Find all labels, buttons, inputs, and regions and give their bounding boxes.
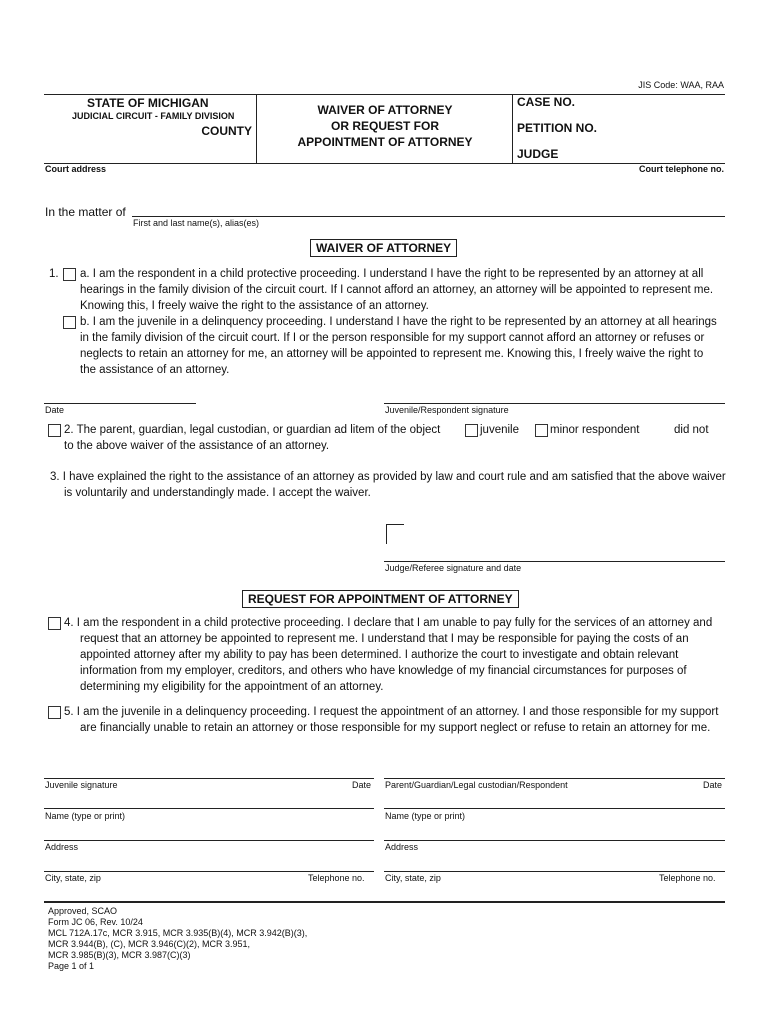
- item1-number: 1.: [49, 268, 59, 280]
- case-no-label: CASE NO.: [517, 95, 576, 109]
- parent-address-label: Address: [385, 842, 419, 852]
- header-divider-1: [256, 94, 257, 163]
- item1b-text: b. I am the juvenile in a delinquency proceeding. I understand I have the right to be represented by an attorney at all hearings in the family division of the circuit court. If I or the person responsible for my support cannot afford an attorney or refuses or neglects to retain an attorney for me, an attorney will be appointed to represent me. Knowing this, I freely waive the right to the assistance of an attorney.: [80, 316, 717, 376]
- header-divider-2: [512, 94, 513, 163]
- form-title: [258, 102, 512, 150]
- footer-rule: [44, 901, 725, 903]
- matter-name-field[interactable]: [132, 216, 725, 217]
- juvenile-name-label: Name (type or print): [45, 811, 126, 821]
- item2-juvenile-checkbox[interactable]: [465, 424, 478, 437]
- item2-didnot-label: did not: [674, 424, 709, 436]
- juvenile-city-label: City, state, zip: [45, 873, 101, 883]
- request-heading: REQUEST FOR APPOINTMENT OF ATTORNEY: [242, 590, 519, 608]
- item4-checkbox[interactable]: [48, 617, 61, 630]
- juvenile-city-field[interactable]: [44, 871, 374, 872]
- juvenile-signature-field[interactable]: [44, 778, 374, 779]
- waiver-date-label: Date: [45, 405, 65, 415]
- seal-mark-horizontal: [386, 524, 404, 525]
- judge-signature-field[interactable]: [384, 561, 725, 562]
- juvenile-address-label: Address: [45, 842, 79, 852]
- county-label: COUNTY: [201, 124, 252, 138]
- item5-checkbox[interactable]: [48, 706, 61, 719]
- juvenile-phone-label: Telephone no.: [308, 873, 365, 883]
- parent-address-field[interactable]: [384, 840, 725, 841]
- item2-minor-label: minor respondent: [550, 424, 640, 436]
- footer-approved: Approved, SCAO: [48, 906, 118, 916]
- item2-minor-checkbox[interactable]: [535, 424, 548, 437]
- respondent-signature-field[interactable]: [384, 403, 725, 404]
- parent-city-label: City, state, zip: [385, 873, 441, 883]
- footer-mcl-line1: MCL 712A.17c, MCR 3.915, MCR 3.935(B)(4), MCR 3.942(B)(3),: [48, 928, 308, 938]
- matter-label: In the matter of: [45, 205, 126, 219]
- item1a-checkbox[interactable]: [63, 268, 76, 281]
- juvenile-address-field[interactable]: [44, 840, 374, 841]
- state-name: STATE OF MICHIGAN: [87, 96, 209, 110]
- court-phone-label: Court telephone no.: [639, 164, 724, 174]
- form-title-line1: WAIVER OF ATTORNEY: [317, 103, 453, 117]
- petition-no-label: PETITION NO.: [517, 121, 598, 135]
- respondent-signature-label: Juvenile/Respondent signature: [385, 405, 509, 415]
- seal-mark-vertical: [386, 524, 387, 544]
- jis-code: JIS Code: WAA, RAA: [638, 80, 724, 90]
- parent-signature-field[interactable]: [384, 778, 725, 779]
- parent-name-field[interactable]: [384, 808, 725, 809]
- item1a-text: a. I am the respondent in a child protective proceeding. I understand I have the right to be represented by an attorney at all hearings in the family division of the circuit court. If I cannot afford an attorney, an attorney will be appointed to represent me. Knowing this, I freely waive the right to the assistance of an attorney.: [80, 268, 714, 312]
- item3-text: 3. I have explained the right to the assistance of an attorney as provided by law and court rule and am satisfied that the above waiver is voluntarily and understandingly made. I accept the waiver.: [50, 471, 726, 499]
- item1b-checkbox[interactable]: [63, 316, 76, 329]
- juvenile-signature-label: Juvenile signature: [45, 780, 118, 790]
- matter-sublabel: First and last name(s), alias(es): [133, 218, 260, 228]
- item5-text: 5. I am the juvenile in a delinquency proceeding. I request the appointment of an attorney. I and those responsible for my support are financially unable to retain an attorney or those responsible for my support neglect or refuse to retain an attorney for me.: [64, 706, 719, 734]
- form-title-line2: OR REQUEST FOR: [330, 119, 439, 133]
- header-top-rule: [44, 94, 725, 95]
- parent-name-label: Name (type or print): [385, 811, 466, 821]
- footer-mcl-line3: MCR 3.985(B)(3), MCR 3.987(C)(3): [48, 950, 191, 960]
- court-address-label: Court address: [45, 164, 107, 174]
- header-bottom-rule: [44, 163, 725, 164]
- parent-signature-label: Parent/Guardian/Legal custodian/Respondent: [385, 780, 568, 790]
- waiver-heading: WAIVER OF ATTORNEY: [310, 239, 457, 257]
- juvenile-date-label: Date: [352, 780, 372, 790]
- item2-text: 2. The parent, guardian, legal custodian, or guardian ad litem of the object to the above waiver of the assistance of an attorney.: [64, 424, 441, 452]
- item4-text: 4. I am the respondent in a child protective proceeding. I declare that I am unable to pay fully for the services of an attorney and request that an attorney be appointed to represent me. I understand that I may be responsible for paying the costs of an appointed attorney after my ability to pay has been determined. I authorize the court to investigate and obtain relevant information from my employer, creditors, and others who have knowledge of my financial circumstances for purposes of determining my eligibility for the appointment of an attorney.: [64, 617, 713, 693]
- parent-phone-label: Telephone no.: [659, 873, 716, 883]
- footer-form-number: Form JC 06, Rev. 10/24: [48, 917, 143, 927]
- footer-page-number: Page 1 of 1: [48, 961, 95, 971]
- parent-date-label: Date: [703, 780, 723, 790]
- item2-juvenile-label: juvenile: [480, 424, 519, 436]
- footer-block: [48, 906, 307, 972]
- waiver-date-field[interactable]: [44, 403, 196, 404]
- item2-checkbox[interactable]: [48, 424, 61, 437]
- judge-signature-label: Judge/Referee signature and date: [385, 563, 522, 573]
- form-title-line3: APPOINTMENT OF ATTORNEY: [297, 135, 473, 149]
- judge-label: JUDGE: [517, 147, 559, 161]
- court-line: JUDICIAL CIRCUIT - FAMILY DIVISION: [72, 111, 235, 121]
- parent-city-field[interactable]: [384, 871, 725, 872]
- footer-mcl-line2: MCR 3.944(B), (C), MCR 3.946(C)(2), MCR 3.951,: [48, 939, 251, 949]
- juvenile-name-field[interactable]: [44, 808, 374, 809]
